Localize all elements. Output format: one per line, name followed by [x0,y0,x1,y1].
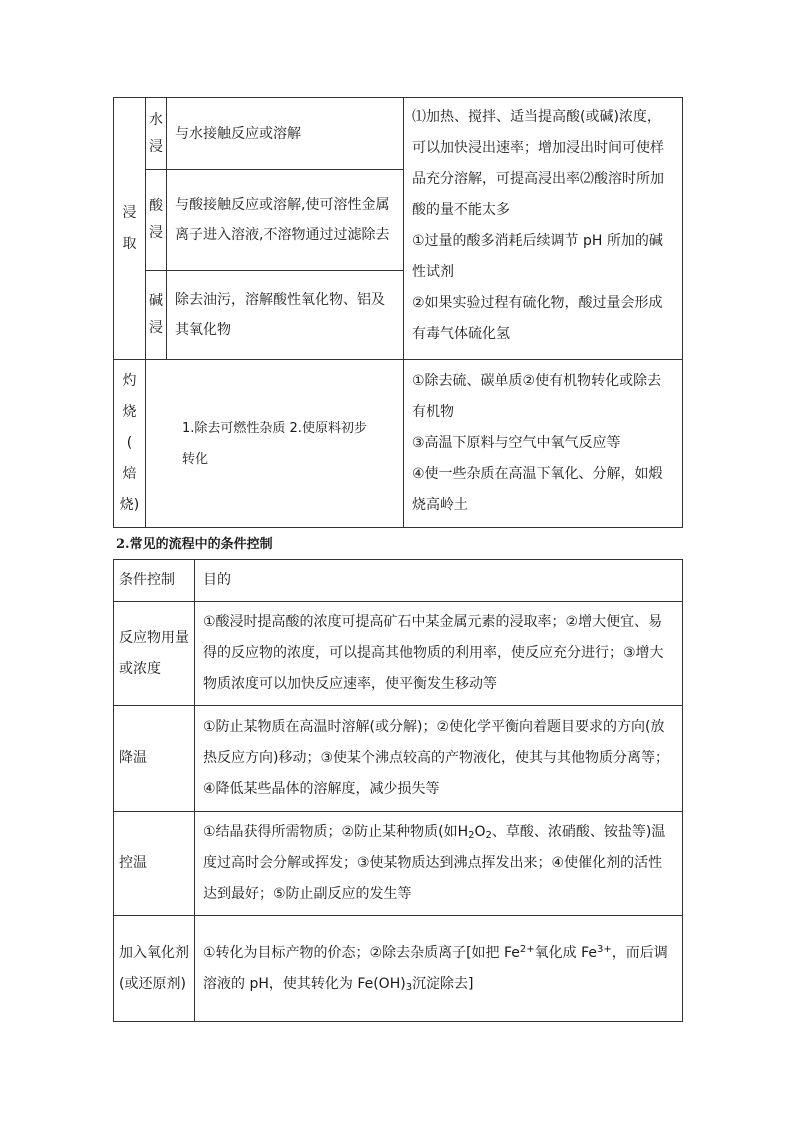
purpose-cell [195,812,683,916]
condition-cell: 加入氧化剂(或还原剂) [114,916,195,1022]
sub-char: 浸 [149,225,163,241]
stage-char: 浸 [122,204,137,221]
alkali-leach-desc: 除去油污，溶解酸性氧化物、铝及其氧化物 [167,271,404,360]
purpose-text: 、草酸、浓硝酸、铵盐等)温度过高时会分解或挥发；③使某物质达到沸点挥发出来；④使催化剂的活性达到最好；⑤防止副反应的发生等 [203,824,666,902]
purpose-text: ①转化为目标产物的价态；②除去杂质离子[如把 Fe [203,944,520,961]
sub-char: 浸 [149,320,163,336]
acid-leach-desc: 与酸接触反应或溶解,使可溶性金属离子进入溶液,不溶物通过过滤除去 [167,170,404,271]
stage-char: 焙 [122,466,137,482]
header-purpose: 目的 [195,560,683,602]
note-line: ③高温下原料与空气中氧气反应等 [412,435,621,451]
condition-cell: 降温 [114,706,195,812]
stage-char: 烧 [122,404,137,420]
stage-char: 取 [122,235,137,252]
condition-control-table [113,559,683,1022]
sub-acid-leach [146,170,167,271]
header-condition: 条件控制 [114,560,195,602]
section-heading: 2.常见的流程中的条件控制 [116,537,273,552]
stage-leaching [114,98,146,360]
subscript: 3 [405,981,413,993]
condition-cell: 控温 [114,812,195,916]
purpose-cell: ①防止某物质在高温时溶解(或分解)；②使化学平衡向着题目要求的方向(放热反应方向)移动；③使某个沸点较高的产物液化，使其与其他物质分离等；④降低某些晶体的溶解度，减少损失等 [195,706,683,812]
leaching-note [404,98,683,360]
sub-alkali-leach [146,271,167,360]
purpose-text: O [474,824,486,840]
note-line: ①除去硫、碳单质②使有机物转化或除去有机物 [412,373,662,420]
stage-char: 烧) [119,497,140,513]
sub-char: 浸 [149,138,163,155]
purpose-text: ①结晶获得所需物质；②防止某种物质(如H [203,824,469,840]
purpose-text: ，而后调溶液的 pH，使其转化为 Fe(OH) [203,944,668,992]
stage-roasting [114,360,146,528]
subscript: 2 [485,830,492,841]
condition-cell: 反应物用量或浓度 [114,602,195,706]
subscript: 2 [468,830,475,841]
process-table [113,97,683,528]
note-line: ⑴加热、搅拌、适当提高酸(或碱)浓度，可以加快浸出速率；增加浸出时间可使样品充分溶解，可提高浸出率⑵酸溶时所加酸的量不能太多 [412,109,664,218]
note-line: ②如果实验过程有硫化物，酸过量会形成有毒气体硫化氢 [412,295,663,342]
water-leach-desc: 与水接触反应或溶解 [167,98,404,170]
superscript: 3+ [597,943,612,955]
note-line: ①过量的酸多消耗后续调节 pH 所加的碱性试剂 [412,233,663,280]
purpose-cell: ①酸浸时提高酸的浓度可提高矿石中某金属元素的浸取率；②增大便宜、易得的反应物的浓度，可以提高其他物质的利用率，使反应充分进行；③增大物质浓度可以加快反应速率，使平衡发生移动等 [195,602,683,706]
sub-char: 酸 [149,198,163,214]
sub-char: 水 [149,111,163,128]
superscript: 2+ [519,943,535,955]
roasting-note [404,360,683,528]
purpose-text: 沉淀除去] [412,975,474,992]
sub-char: 碱 [149,293,163,309]
purpose-cell [195,916,683,1022]
roasting-desc: 1.除去可燃性杂质 2.使原料初步转化 [146,360,404,528]
stage-char: 灼 [122,373,137,389]
sub-water-leach [146,98,167,170]
purpose-text: 氧化成 Fe [534,944,598,961]
note-line: ④使一些杂质在高温下氧化、分解，如煅烧高岭土 [412,466,663,513]
stage-char: ( [126,435,133,451]
